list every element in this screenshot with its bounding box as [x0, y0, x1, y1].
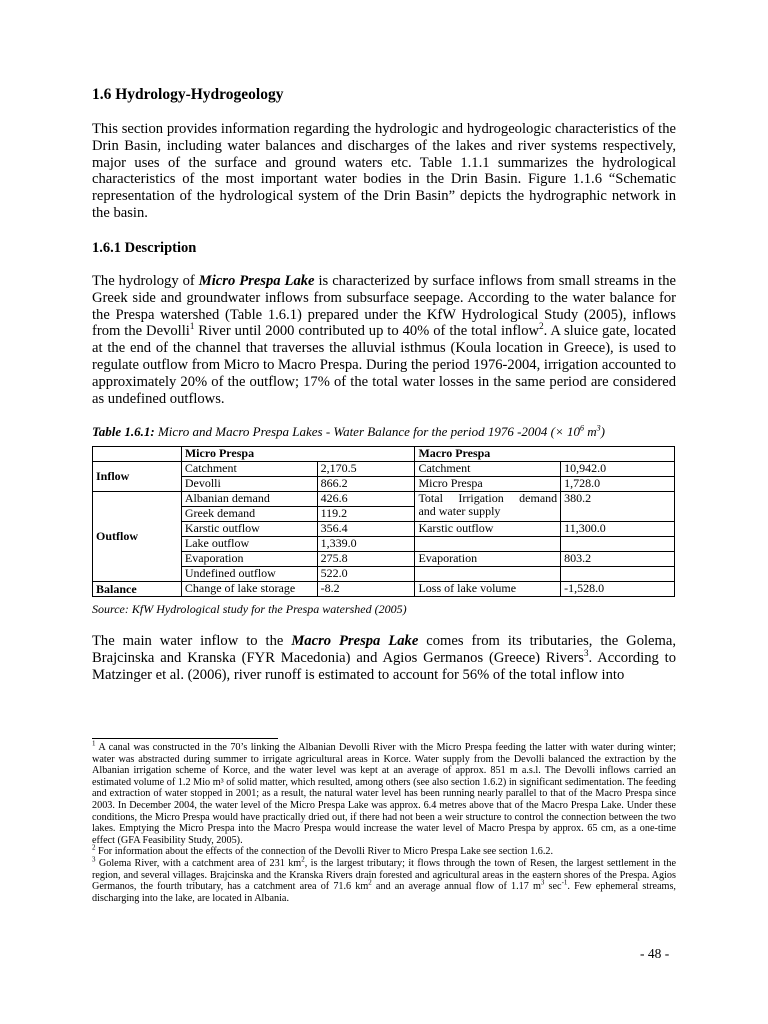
- macro-prespa-lake-name: Macro Prespa Lake: [291, 633, 419, 649]
- table-cell: 380.2: [561, 492, 675, 522]
- irrigation-demand-label-cont: and water supply: [418, 504, 501, 518]
- table-cell: Evaporation: [415, 552, 561, 567]
- table-cell: [93, 447, 182, 462]
- macro-text-2: comes from its tributaries, the Golema, Brajcinska and Kranska (FYR Macedonia) and Agios Germanos (Greece) Rivers: [92, 633, 676, 666]
- footnote-superscript: 3: [540, 878, 545, 887]
- table-cell: 10,942.0: [561, 462, 675, 477]
- footnote-3: [92, 855, 676, 904]
- footnote-number: 3: [92, 855, 96, 864]
- table-cell: Micro Prespa: [415, 477, 561, 492]
- table-cell: Catchment: [181, 462, 317, 477]
- table-cell: Catchment: [415, 462, 561, 477]
- table-source-note: Source: KfW Hydrological study for the Prespa watershed (2005): [92, 602, 407, 616]
- outflow-row-header: Outflow: [93, 492, 182, 582]
- table-cell: Change of lake storage: [181, 582, 317, 597]
- table-cell: 119.2: [317, 507, 415, 522]
- macro-text-1: The main water inflow to the: [92, 633, 292, 649]
- table-cell: Undefined outflow: [181, 567, 317, 582]
- table-caption-exponent: 6: [580, 423, 585, 433]
- table-cell: 426.6: [317, 492, 415, 507]
- table-cell: -1,528.0: [561, 582, 675, 597]
- footnote-separator: [92, 738, 278, 739]
- footnote-text: and an average annual flow of 1.17 m: [371, 881, 541, 893]
- section-heading: 1.6 Hydrology-Hydrogeology: [92, 86, 284, 103]
- micro-prespa-header: Micro Prespa: [181, 447, 415, 462]
- table-cell: 275.8: [317, 552, 415, 567]
- table-cell: 522.0: [317, 567, 415, 582]
- macro-text-3: . According to Matzinger et al. (2006), river runoff is estimated to account for 56% of the total inflow into: [92, 649, 677, 683]
- subsection-heading: 1.6.1 Description: [92, 240, 197, 256]
- table-row: [93, 447, 675, 462]
- table-cell: [561, 567, 675, 582]
- description-text-2: is characterized by surface inflows from small streams in the Greek side and groundwater inflows from subsurface seepage. According to the water balance for the Prespa watershed (Table 1.6.1) prepared under the KfW Hydrological Study (2005), inflows from the Devolli: [92, 273, 676, 340]
- footnote-ref-1[interactable]: 1: [189, 321, 195, 332]
- macro-prespa-header: Macro Prespa: [415, 447, 675, 462]
- footnote-text: . Few ephemeral streams, discharging into the lake, are located in Albania.: [92, 881, 676, 904]
- table-caption: [92, 424, 676, 440]
- table-cell: [415, 567, 561, 582]
- footnote-number: 1: [92, 739, 96, 748]
- macro-prespa-paragraph: [92, 633, 676, 683]
- footnote-superscript: 2: [368, 878, 372, 887]
- table-caption-text: Micro and Macro Prespa Lakes - Water Balance for the period 1976 -2004 (× 10: [154, 424, 581, 439]
- footnote-1: [92, 739, 676, 846]
- footnotes: [92, 739, 676, 904]
- description-text-4: . A sluice gate, located at the end of the channel that traverses the alluvial isthmus (Koula location in Greece), is used to regulate outflow from Micro to Macro Prespa. During the period 1976-2004, irrigation accounted to approximately 20% of the outflow; 17% of the total water losses in the same period are considered as undefined outflows.: [92, 323, 676, 407]
- footnote-superscript: 2: [301, 855, 305, 864]
- table-cell: [561, 537, 675, 552]
- footnote-number: 2: [92, 843, 96, 852]
- table-cell: 356.4: [317, 522, 415, 537]
- table-cell: 866.2: [317, 477, 415, 492]
- table-row: [93, 462, 675, 477]
- irrigation-demand-label: Total Irrigation demand: [418, 491, 558, 505]
- table-row: [93, 582, 675, 597]
- table-row: [93, 492, 675, 507]
- description-text-1: The hydrology of: [92, 273, 199, 289]
- footnote-text: sec: [544, 881, 562, 893]
- footnote-text: Golema River, with a catchment area of 231 km: [95, 857, 302, 869]
- table-caption-label: Table 1.6.1:: [92, 424, 155, 439]
- table-cell: 1,728.0: [561, 477, 675, 492]
- footnote-text: For information about the effects of the connection of the Devolli River to Micro Prespa Lake see section 1.6.2.: [95, 846, 554, 858]
- table-cell: Karstic outflow: [415, 522, 561, 537]
- balance-row-header: Balance: [93, 582, 182, 597]
- footnote-ref-3[interactable]: 3: [584, 647, 589, 658]
- table-cell: 803.2: [561, 552, 675, 567]
- table-cell: Loss of lake volume: [415, 582, 561, 597]
- table-caption-end: ): [600, 424, 606, 439]
- table-cell: Devolli: [181, 477, 317, 492]
- table-cell: Karstic outflow: [181, 522, 317, 537]
- table-cell: 1,339.0: [317, 537, 415, 552]
- table-cell: Albanian demand: [181, 492, 317, 507]
- table-cell: 2,170.5: [317, 462, 415, 477]
- table-cell: Evaporation: [181, 552, 317, 567]
- table-cell: Greek demand: [181, 507, 317, 522]
- table-caption-unit-exponent: 3: [596, 423, 601, 433]
- inflow-row-header: Inflow: [93, 462, 182, 492]
- table-cell: Lake outflow: [181, 537, 317, 552]
- micro-prespa-lake-name: Micro Prespa Lake: [198, 273, 315, 289]
- table-cell: 11,300.0: [561, 522, 675, 537]
- page-number: - 48 -: [640, 946, 670, 961]
- intro-paragraph: This section provides information regarding the hydrologic and hydrogeologic characteristics of the Drin Basin, including water balances and discharges of the lakes and river systems respectively, major uses of the surface and ground waters etc. Table 1.1.1 summarizes the hydrological characteristics of the most important water bodies in the Drin Basin. Figure 1.1.6 “Schematic representation of the hydrological system of the Drin Basin” depicts the hydrographic network in the basin.: [92, 121, 676, 221]
- footnote-2: [92, 843, 676, 858]
- description-paragraph: [92, 273, 676, 407]
- footnote-ref-2[interactable]: 2: [539, 321, 544, 332]
- table-cell: [415, 537, 561, 552]
- footnote-text: , is the largest tributary; it flows through the town of Resen, the largest settlement in the region, and several villages. Brajcinska and the Kranska Rivers drain forested and agricultural areas in the eastern shores of the Prespa. Agios Germanos, the fourth tributary, has a catchment area of 71.6 km: [92, 857, 676, 893]
- table-cell: -8.2: [317, 582, 415, 597]
- table-caption-unit: m: [584, 424, 597, 439]
- table-cell: [415, 492, 561, 522]
- water-balance-table: [92, 446, 675, 597]
- footnote-superscript: -1: [561, 878, 568, 887]
- description-text-3: River until 2000 contributed up to 40% of the total inflow: [194, 323, 540, 340]
- footnote-text: A canal was constructed in the 70’s linking the Albanian Devolli River with the Micro Prespa feeding the latter with water during winter; water was abstracted during summer to irrigate agricultural areas in Korce. Water supply from the Devolli balanced the extraction by the Albanian irrigation scheme of Korce, and the water level was kept at an average of approx. 851 m a.s.l. The Devolli inflows carried an estimated volume of 1.2 Mio m³ of solid matter, which resulted, among others (see also section 1.6.2) in significant sedimentation. The feeding and extraction of water stopped in 2001; as a result, the natural water level has been running nearly parallel to that of the Macro Prespa since 2003. In December 2004, the water level of the Micro Prespa Lake was approx. 6.4 metres above that of the Macro Prespa Lake. Under these conditions, the Micro Prespa would have practically dried out, if there had not been a weir structure to control the connection between the two lakes. Emptying the Micro Prespa into the Macro Prespa would increase the water level of Macro Prespa by approx. 65 cm, as a one-time effect (GFA Feasibility Study, 2005).: [92, 742, 676, 846]
